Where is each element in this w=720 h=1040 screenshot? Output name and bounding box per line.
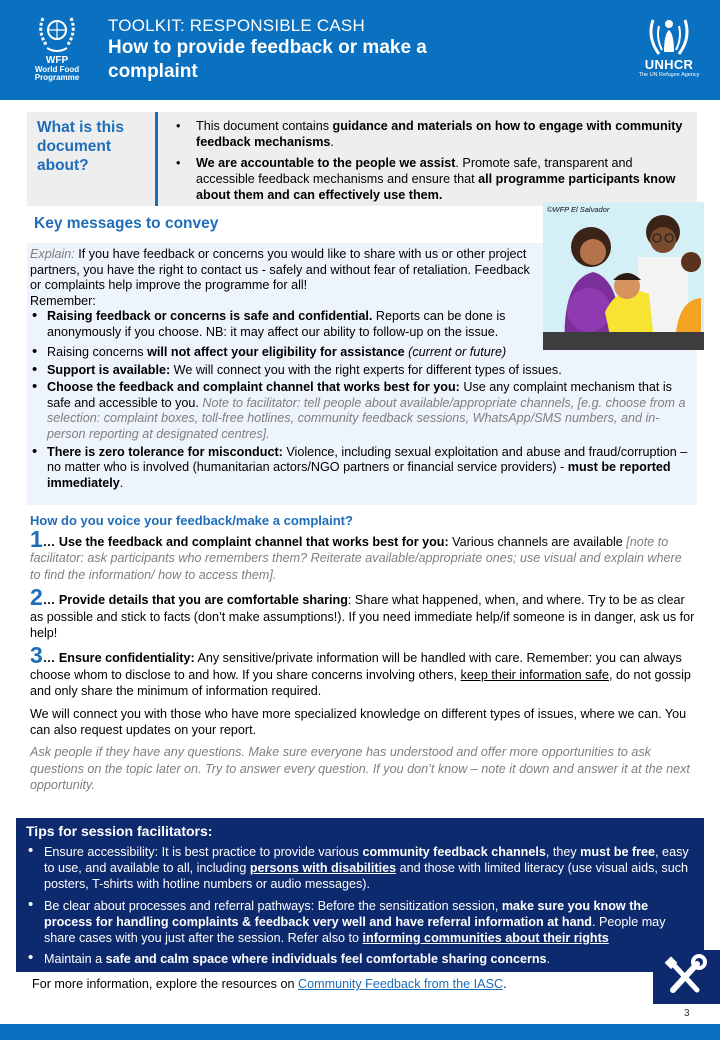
bold-text: Provide details that you are comfortable sharing	[58, 593, 348, 608]
bold-text: must be reported immediately	[47, 460, 671, 490]
family-photo	[543, 202, 704, 350]
tips-box	[16, 818, 704, 972]
about-item	[172, 118, 692, 150]
step-number: 3	[30, 642, 43, 669]
disabilities-link[interactable]: persons with disabilities	[249, 861, 397, 876]
text: and those with limited literacy (use visual aids, such posters, T-shirts with hotline numbers or audio messages).	[44, 861, 688, 892]
bold-text: all programme participants know about them and can effectively use them.	[196, 172, 676, 202]
explain-label: Explain:	[30, 247, 75, 261]
bold-text: must be free	[580, 845, 656, 859]
ellipsis: …	[42, 651, 59, 666]
unhcr-logo-text: UNHCR	[644, 57, 694, 72]
bold-text: will not affect your eligibility for assistance	[147, 345, 405, 359]
facilitator-note: Note to facilitator: tell people about available/appropriate channels, [e.g. choose from a selection: complaint boxes, toll-free hotlines, community feedback sessions, WhatsApp/SMS numbers, and in-person reporting at designated centres].	[47, 395, 686, 441]
text: Any sensitive/private information will be handled with care. Remember: you can always choose whom to disclose to and how. If you share concerns involving others,	[30, 651, 682, 682]
bold-text: There is zero tolerance for misconduct:	[47, 444, 283, 459]
page-number: 3	[684, 1008, 690, 1019]
step-number: 2	[30, 584, 43, 611]
text: .	[119, 475, 124, 490]
wfp-logo-text-3: Programme	[34, 73, 80, 82]
footer-bar	[0, 1024, 720, 1040]
unhcr-logo	[628, 12, 710, 92]
tip-item	[26, 898, 696, 947]
tips-list	[26, 844, 696, 972]
bold-text: Support is available:	[47, 362, 171, 377]
text: Ensure accessibility: It is best practice to provide various	[44, 845, 363, 859]
connect-paragraph: We will connect you with those who have more specialized knowledge on different types of issues, where we can. You can also request updates on your report.	[30, 706, 687, 738]
explain-text: If you have feedback or concerns you would like to share with us or other project partners, you have the right to contact us - safely and without fear of retaliation. Feedback or complaints help improve the programme for all!	[30, 247, 530, 293]
key-bullets-wide	[30, 345, 690, 491]
key-bullet	[30, 445, 690, 492]
iasc-link[interactable]: Community Feedback from the IASC	[298, 977, 504, 991]
about-divider	[155, 112, 158, 206]
key-bullet	[30, 380, 690, 442]
wfp-logo-text: WFP	[45, 55, 69, 66]
bold-text: Raising feedback or concerns is safe and confidential.	[47, 309, 373, 324]
text: Various channels are available	[448, 535, 627, 549]
family-illustration-icon	[543, 202, 704, 350]
remember-label: Remember:	[30, 293, 96, 308]
page-title-line1: How to provide feedback or make a	[108, 37, 427, 58]
text: Use any complaint mechanism that is safe and accessible to you.	[47, 380, 672, 410]
bold-text: safe and calm space where individuals feel comfortable sharing concerns	[105, 952, 547, 967]
text: Be clear about processes and referral pathways: Before the sensitization session,	[44, 898, 502, 913]
unhcr-people-icon	[647, 12, 691, 58]
text: .	[330, 135, 334, 149]
about-list	[172, 118, 692, 208]
questions-note: Ask people if they have any questions. Make sure everyone has understood and offer more opportunities to ask questions on the topic later on. Try to answer every question. If you don’t know – note it down and answer it at the next opportunity.	[30, 745, 690, 793]
about-section	[27, 112, 697, 206]
text: Reports can be done is anonymously if you choose. NB: it may affect our ability to follow-up on the issue.	[47, 309, 506, 339]
italic-text: (current or future)	[404, 345, 507, 359]
wfp-wreath-icon	[35, 10, 79, 56]
key-messages-title: Key messages to convey	[34, 215, 219, 232]
tip-item	[26, 951, 696, 967]
facilitator-note: [note to facilitator: ask participants who remembers them? Reiterate available/appropriate ones; use visual and explain where to find the information/ how to access them].	[30, 535, 682, 582]
toolkit-label: TOOLKIT: RESPONSIBLE CASH	[108, 16, 365, 35]
wfp-logo	[22, 10, 92, 92]
text: This document contains	[196, 119, 333, 133]
bold-text: make sure you know the process for handling complaints & feedback very well and have referral information at hand	[44, 898, 649, 929]
wrench-screwdriver-icon	[653, 950, 720, 1004]
text: : Share what happened, when, and where. Try to be as clear as possible and stick to facts (don’t make assumptions!). If you need immediate help/if someone is in danger, ask us for help!	[30, 593, 695, 641]
key-bullet	[30, 309, 542, 340]
step-number: 1	[30, 526, 43, 552]
more-info	[32, 977, 507, 991]
tip-item	[26, 844, 696, 893]
bold-text: guidance and materials on how to engage with community feedback mechanisms	[196, 119, 683, 149]
key-messages-body-wide	[30, 345, 690, 493]
text: For more information, explore the resources on	[32, 977, 298, 991]
text: , they	[545, 845, 581, 859]
text: . People may share cases with you just after the session. Refer also to	[44, 914, 666, 946]
text: , easy to use, and available to all, including	[44, 845, 689, 876]
ellipsis: …	[42, 593, 59, 608]
text: .	[503, 977, 507, 991]
wfp-logo-text-2: World Food	[34, 65, 80, 74]
text: . Promote safe, transparent and accessible feedback mechanisms and ensure that	[196, 156, 633, 186]
bold-text: community feedback channels	[362, 845, 546, 859]
page-title-line2: complaint	[108, 61, 198, 82]
about-item	[172, 155, 692, 203]
key-messages-body	[30, 247, 542, 343]
photo-credit: ©WFP El Salvador	[547, 205, 610, 214]
bold-text: Choose the feedback and complaint channel that works best for you:	[47, 380, 460, 395]
text: , do not gossip and only share the minimum of information required.	[30, 667, 691, 699]
ellipsis: …	[42, 535, 59, 549]
voice-section-title: How do you voice your feedback/make a complaint?	[30, 513, 353, 528]
key-bullets-narrow	[30, 309, 542, 340]
step-3	[30, 642, 695, 699]
voice-steps	[30, 526, 695, 800]
key-bullet	[30, 363, 690, 379]
bold-text: We are accountable to the people we assist	[196, 156, 456, 170]
text: Raising concerns	[47, 345, 148, 359]
header-banner	[0, 0, 720, 100]
about-label: What is this document about?	[37, 119, 124, 174]
text: Violence, including sexual exploitation and abuse and fraud/corruption – no matter who is involved (humanitarian actors/NGO partners or financial service providers) -	[47, 444, 688, 475]
tools-badge	[653, 950, 720, 1004]
explain-paragraph	[30, 247, 542, 294]
key-bullet	[30, 345, 690, 361]
informing-communities-link[interactable]: informing communities about their rights	[362, 931, 609, 946]
step-1	[30, 526, 695, 583]
unhcr-tagline: The UN Refugee Agency	[638, 72, 700, 78]
tips-title: Tips for session facilitators:	[26, 823, 213, 839]
text: We will connect you with the right experts for different types of issues.	[170, 362, 562, 377]
step-2	[30, 584, 695, 641]
text: .	[546, 952, 551, 967]
text: Maintain a	[44, 952, 106, 967]
bold-text: Ensure confidentiality:	[58, 651, 195, 666]
bold-text: Use the feedback and complaint channel that works best for you:	[58, 535, 449, 549]
underlined-text: keep their information safe	[460, 667, 609, 682]
